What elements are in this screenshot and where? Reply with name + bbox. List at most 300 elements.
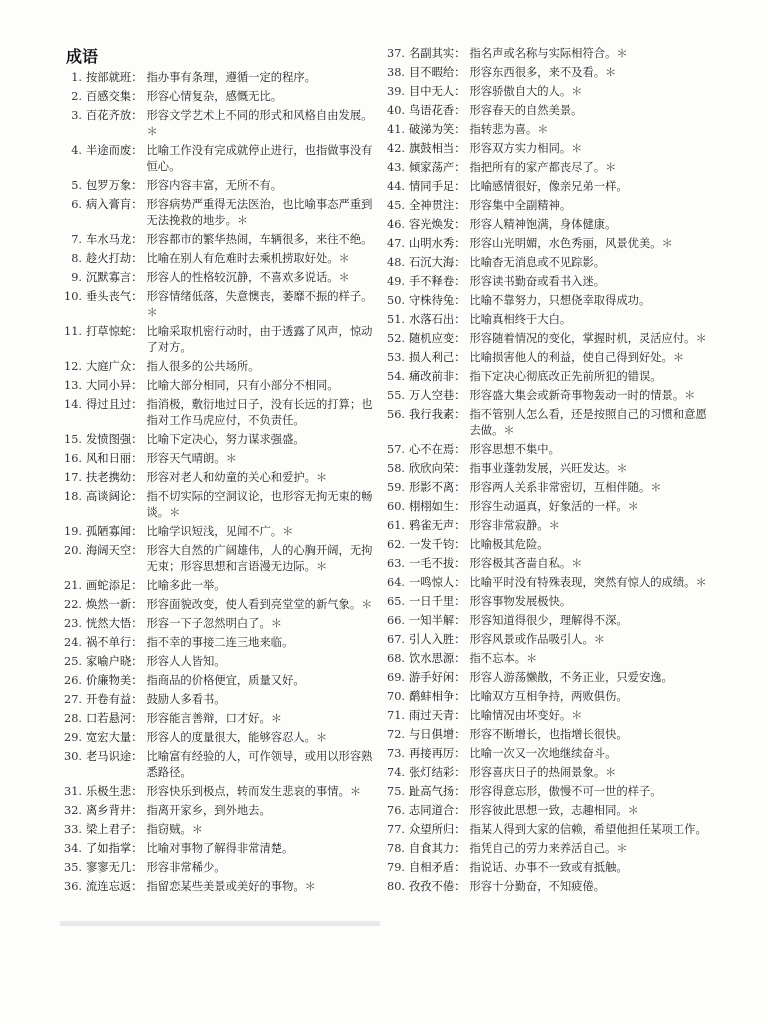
idiom-term: 再接再厉： xyxy=(409,747,466,760)
idiom-definition: 形容天气晴朗。＊ xyxy=(146,452,237,465)
idiom-entry xyxy=(60,70,378,86)
idiom-term: 万人空巷： xyxy=(409,389,466,402)
idiom-term: 高谈阔论： xyxy=(86,490,143,503)
idiom-term: 焕然一新： xyxy=(86,598,143,611)
idiom-term: 大同小异： xyxy=(86,379,143,392)
idiom-entry xyxy=(60,673,378,689)
entry-number: 63. xyxy=(387,557,405,570)
idiom-term: 乐极生悲： xyxy=(86,785,143,798)
entry-number: 40. xyxy=(387,104,405,117)
entry-number: 55. xyxy=(387,389,405,402)
idiom-entry xyxy=(384,388,710,404)
idiom-definition: 形容极其吝啬自私。＊ xyxy=(469,557,583,570)
idiom-entry xyxy=(384,613,710,629)
idiom-term: 张灯结彩： xyxy=(409,766,466,779)
idiom-entry xyxy=(384,746,710,762)
idiom-definition: 比喻感情很好，像亲兄弟一样。 xyxy=(469,180,628,193)
idiom-term: 包罗万象： xyxy=(86,179,143,192)
idiom-definition: 指事业蓬勃发展，兴旺发达。＊ xyxy=(469,462,628,475)
idiom-term: 旗鼓相当： xyxy=(409,142,466,155)
idiom-entry xyxy=(60,143,378,175)
idiom-term: 引人入胜： xyxy=(409,633,466,646)
idiom-definition: 指窃贼。＊ xyxy=(146,823,203,836)
entry-number: 43. xyxy=(387,161,405,174)
entry-number: 13. xyxy=(64,379,82,392)
idiom-definition: 形容知道得很少，理解得不深。 xyxy=(469,614,628,627)
idiom-entry xyxy=(60,108,378,140)
idiom-definition: 形容喜庆日子的热闹景象。＊ xyxy=(469,766,617,779)
idiom-entry xyxy=(384,822,710,838)
entry-number: 58. xyxy=(387,462,405,475)
idiom-entry xyxy=(384,537,710,553)
idiom-definition: 形容人的度量很大，能够容忍人。＊ xyxy=(146,731,328,744)
idiom-term: 情同手足： xyxy=(409,180,466,193)
idiom-term: 扶老携幼： xyxy=(86,471,143,484)
idiom-entry xyxy=(60,470,378,486)
entry-number: 78. xyxy=(387,842,405,855)
idiom-entry xyxy=(384,879,710,895)
idiom-entry xyxy=(60,378,378,394)
idiom-definition: 指办事有条理，遵循一定的程序。 xyxy=(146,71,316,84)
idiom-entry xyxy=(384,556,710,572)
idiom-entry xyxy=(60,749,378,781)
idiom-entry xyxy=(384,651,710,667)
idiom-term: 半途而废： xyxy=(86,144,143,157)
idiom-definition: 比喻损害他人的利益，使自己得到好处。＊ xyxy=(469,351,685,364)
idiom-entry xyxy=(60,289,378,321)
idiom-entry xyxy=(60,197,378,229)
idiom-entry xyxy=(384,255,710,271)
entry-number: 24. xyxy=(64,636,82,649)
idiom-term: 守株待兔： xyxy=(409,294,466,307)
idiom-definition: 形容两人关系非常密切，互相伴随。＊ xyxy=(469,481,662,494)
idiom-term: 欣欣向荣： xyxy=(409,462,466,475)
idiom-term: 随机应变： xyxy=(409,332,466,345)
idiom-definition: 比喻多此一举。 xyxy=(146,579,226,592)
entry-number: 68. xyxy=(387,652,405,665)
entry-number: 6. xyxy=(71,198,82,211)
idiom-term: 一毛不拔： xyxy=(409,557,466,570)
entry-number: 66. xyxy=(387,614,405,627)
idiom-term: 一鸣惊人： xyxy=(409,576,466,589)
idiom-definition: 指商品的价格便宜，质量又好。 xyxy=(146,674,305,687)
idiom-entry xyxy=(384,632,710,648)
idiom-definition: 形容快乐到极点，转而发生悲哀的事情。＊ xyxy=(146,785,362,798)
idiom-entry xyxy=(60,451,378,467)
idiom-definition: 形容病势严重得无法医治，也比喻事态严重到无法挽救的地步。＊ xyxy=(146,198,373,227)
entry-number: 19. xyxy=(64,525,82,538)
idiom-entry xyxy=(384,784,710,800)
entry-number: 9. xyxy=(71,271,82,284)
entry-number: 5. xyxy=(71,179,82,192)
idiom-definition: 指离开家乡，到外地去。 xyxy=(146,804,271,817)
idiom-definition: 比喻真相终于大白。 xyxy=(469,313,572,326)
idiom-definition: 形容读书勤奋或看书入迷。 xyxy=(469,275,606,288)
idiom-definition: 形容面貌改变，使人看到亮堂堂的新气象。＊ xyxy=(146,598,373,611)
entry-number: 41. xyxy=(387,123,405,136)
idiom-definition: 指某人得到大家的信赖，希望他担任某项工作。 xyxy=(469,823,707,836)
idiom-term: 我行我素： xyxy=(409,408,466,421)
idiom-definition: 比喻富有经验的人，可作领导，或用以形容熟悉路径。 xyxy=(146,750,373,779)
idiom-term: 开卷有益： xyxy=(86,693,143,706)
idiom-definition: 形容生动逼真，好象活的一样。＊ xyxy=(469,500,639,513)
idiom-entry xyxy=(384,841,710,857)
idiom-definition: 形容文学艺术上不同的形式和风格自由发展。＊ xyxy=(146,109,373,138)
idiom-entry xyxy=(60,178,378,194)
idiom-entry xyxy=(384,46,710,62)
idiom-definition: 形容都市的繁华热闹，车辆很多，来往不绝。 xyxy=(146,233,373,246)
idiom-definition: 指不忘本。＊ xyxy=(469,652,538,665)
idiom-definition: 形容双方实力相同。＊ xyxy=(469,142,583,155)
entry-number: 36. xyxy=(64,880,82,893)
entry-number: 76. xyxy=(387,804,405,817)
entry-number: 75. xyxy=(387,785,405,798)
idiom-term: 损人利己： xyxy=(409,351,466,364)
idiom-entry xyxy=(60,635,378,651)
idiom-term: 病入膏肓： xyxy=(86,198,143,211)
idiom-term: 孜孜不倦： xyxy=(409,880,466,893)
idiom-term: 孤陋寡闻： xyxy=(86,525,143,538)
idiom-definition: 指把所有的家产都丧尽了。＊ xyxy=(469,161,617,174)
idiom-entry xyxy=(384,670,710,686)
idiom-definition: 指不幸的事接二连三地来临。 xyxy=(146,636,294,649)
entry-number: 23. xyxy=(64,617,82,630)
entry-number: 1. xyxy=(71,71,82,84)
entry-number: 44. xyxy=(387,180,405,193)
idiom-definition: 比喻极其危险。 xyxy=(469,538,549,551)
idiom-entry xyxy=(60,324,378,356)
scan-shadow xyxy=(60,921,380,926)
idiom-definition: 形容对老人和幼童的关心和爱护。＊ xyxy=(146,471,328,484)
idiom-entry xyxy=(384,198,710,214)
idiom-definition: 形容山光明媚，水色秀丽，风景优美。＊ xyxy=(469,237,673,250)
entry-number: 72. xyxy=(387,728,405,741)
idiom-definition: 形容风景或作品吸引人。＊ xyxy=(469,633,606,646)
idiom-entry xyxy=(60,432,378,448)
idiom-definition: 比喻双方互相争持，两败俱伤。 xyxy=(469,690,628,703)
entry-number: 12. xyxy=(64,360,82,373)
idiom-entry xyxy=(384,293,710,309)
idiom-term: 全神贯注： xyxy=(409,199,466,212)
entry-number: 53. xyxy=(387,351,405,364)
idiom-definition: 比喻在别人有危难时去乘机捞取好处。＊ xyxy=(146,252,350,265)
entry-number: 18. xyxy=(64,490,82,503)
entry-number: 27. xyxy=(64,693,82,706)
entry-number: 17. xyxy=(64,471,82,484)
idiom-term: 山明水秀： xyxy=(409,237,466,250)
idiom-term: 价廉物美： xyxy=(86,674,143,687)
idiom-definition: 比喻工作没有完成就停止进行，也指做事没有恒心。 xyxy=(146,144,373,173)
idiom-entry xyxy=(60,232,378,248)
idiom-term: 发愤图强： xyxy=(86,433,143,446)
entry-number: 65. xyxy=(387,595,405,608)
idiom-entry xyxy=(384,122,710,138)
idiom-term: 众望所归： xyxy=(409,823,466,836)
entry-number: 10. xyxy=(64,290,82,303)
idiom-definition: 形容事物发展极快。 xyxy=(469,595,572,608)
idiom-entry xyxy=(60,841,378,857)
entry-number: 4. xyxy=(71,144,82,157)
idiom-entry xyxy=(384,575,710,591)
idiom-definition: 形容情绪低落，失意懊丧，萎靡不振的样子。＊ xyxy=(146,290,373,319)
idiom-term: 破涕为笑： xyxy=(409,123,466,136)
idiom-entry xyxy=(384,217,710,233)
idiom-term: 离乡背井： xyxy=(86,804,143,817)
entry-number: 33. xyxy=(64,823,82,836)
idiom-entry xyxy=(384,141,710,157)
idiom-term: 了如指掌： xyxy=(86,842,143,855)
idiom-definition: 形容东西很多，来不及看。＊ xyxy=(469,66,617,79)
entry-number: 15. xyxy=(64,433,82,446)
idiom-term: 一日千里： xyxy=(409,595,466,608)
entry-number: 26. xyxy=(64,674,82,687)
idiom-term: 容光焕发： xyxy=(409,218,466,231)
idiom-entry xyxy=(384,803,710,819)
entry-number: 37. xyxy=(387,47,405,60)
idiom-entry xyxy=(60,251,378,267)
idiom-entry xyxy=(60,489,378,521)
idiom-entry xyxy=(384,350,710,366)
idiom-entry xyxy=(384,369,710,385)
entry-number: 14. xyxy=(64,398,82,411)
idiom-entry xyxy=(384,84,710,100)
idiom-entry xyxy=(60,524,378,540)
entry-number: 52. xyxy=(387,332,405,345)
idiom-term: 垂头丧气： xyxy=(86,290,143,303)
idiom-term: 游手好闲： xyxy=(409,671,466,684)
idiom-entry xyxy=(384,518,710,534)
entry-number: 67. xyxy=(387,633,405,646)
idiom-term: 目不暇给： xyxy=(409,66,466,79)
entry-number: 8. xyxy=(71,252,82,265)
idiom-definition: 形容骄傲自大的人。＊ xyxy=(469,85,583,98)
idiom-term: 大庭广众： xyxy=(86,360,143,373)
idiom-entry xyxy=(384,499,710,515)
idiom-term: 自相矛盾： xyxy=(409,861,466,874)
entry-number: 29. xyxy=(64,731,82,744)
idiom-definition: 比喻平时没有特殊表现，突然有惊人的成绩。＊ xyxy=(469,576,707,589)
entry-number: 74. xyxy=(387,766,405,779)
idiom-definition: 鼓励人多看书。 xyxy=(146,693,226,706)
idiom-definition: 指留恋某些美景或美好的事物。＊ xyxy=(146,880,316,893)
idiom-definition: 比喻采取机密行动时，由于透露了风声，惊动了对方。 xyxy=(146,325,373,354)
idiom-entry xyxy=(60,654,378,670)
idiom-entry xyxy=(60,822,378,838)
entry-number: 50. xyxy=(387,294,405,307)
idiom-term: 百花齐放： xyxy=(86,109,143,122)
idiom-definition: 形容春天的自然美景。 xyxy=(469,104,583,117)
idiom-entry xyxy=(384,236,710,252)
idiom-definition: 形容人人皆知。 xyxy=(146,655,226,668)
idiom-entry xyxy=(60,270,378,286)
idiom-entry xyxy=(384,160,710,176)
idiom-definition: 形容非常寂静。＊ xyxy=(469,519,560,532)
idiom-entry xyxy=(60,89,378,105)
idiom-definition: 形容人的性格较沉静，不喜欢多说话。＊ xyxy=(146,271,350,284)
entry-number: 60. xyxy=(387,500,405,513)
entry-number: 71. xyxy=(387,709,405,722)
entry-number: 79. xyxy=(387,861,405,874)
entry-number: 73. xyxy=(387,747,405,760)
idiom-definition: 指转悲为喜。＊ xyxy=(469,123,549,136)
idiom-definition: 指人很多的公共场所。 xyxy=(146,360,260,373)
entry-number: 21. xyxy=(64,579,82,592)
idiom-term: 口若悬河： xyxy=(86,712,143,725)
idiom-entry xyxy=(60,860,378,876)
idiom-term: 鹬蚌相争： xyxy=(409,690,466,703)
idiom-entry xyxy=(60,879,378,895)
idiom-entry xyxy=(384,765,710,781)
entry-number: 30. xyxy=(64,750,82,763)
entry-number: 47. xyxy=(387,237,405,250)
entry-number: 59. xyxy=(387,481,405,494)
idiom-entry xyxy=(384,860,710,876)
idiom-definition: 形容一下子忽然明白了。＊ xyxy=(146,617,283,630)
idiom-definition: 形容不断增长，也指增长很快。 xyxy=(469,728,628,741)
idiom-entry xyxy=(60,784,378,800)
entry-number: 32. xyxy=(64,804,82,817)
idiom-entry xyxy=(60,803,378,819)
idiom-definition: 比喻下定决心，努力谋求强盛。 xyxy=(146,433,305,446)
idiom-term: 鸦雀无声： xyxy=(409,519,466,532)
idiom-entry xyxy=(60,543,378,575)
idiom-entry xyxy=(60,397,378,429)
idiom-definition: 形容得意忘形，傲慢不可一世的样子。 xyxy=(469,785,662,798)
idiom-definition: 形容思想不集中。 xyxy=(469,443,560,456)
idiom-term: 与日俱增： xyxy=(409,728,466,741)
entry-number: 70. xyxy=(387,690,405,703)
idiom-definition: 形容盛大集会或新奇事物轰动一时的情景。＊ xyxy=(469,389,696,402)
idiom-term: 老马识途： xyxy=(86,750,143,763)
entry-number: 49. xyxy=(387,275,405,288)
idiom-definition: 指不管别人怎么看，还是按照自己的习惯和意愿去做。＊ xyxy=(469,408,707,437)
idiom-term: 栩栩如生： xyxy=(409,500,466,513)
entry-number: 39. xyxy=(387,85,405,98)
idiom-definition: 比喻杳无消息或不见踪影。 xyxy=(469,256,606,269)
idiom-definition: 比喻情况由坏变好。＊ xyxy=(469,709,583,722)
entry-number: 35. xyxy=(64,861,82,874)
entry-number: 56. xyxy=(387,408,405,421)
entry-number: 64. xyxy=(387,576,405,589)
idiom-definition: 比喻大部分相同，只有小部分不相同。 xyxy=(146,379,339,392)
entry-number: 61. xyxy=(387,519,405,532)
entry-number: 2. xyxy=(71,90,82,103)
entry-number: 45. xyxy=(387,199,405,212)
idiom-entry xyxy=(384,179,710,195)
idiom-term: 宽宏大量： xyxy=(86,731,143,744)
idiom-term: 目中无人： xyxy=(409,85,466,98)
idiom-definition: 形容人游荡懒散，不务正业，只爱安逸。 xyxy=(469,671,673,684)
idiom-term: 车水马龙： xyxy=(86,233,143,246)
entry-number: 80. xyxy=(387,880,405,893)
idiom-definition: 指说话、办事不一致或有抵触。 xyxy=(469,861,628,874)
idiom-entry xyxy=(384,442,710,458)
idiom-term: 手不释卷： xyxy=(409,275,466,288)
idiom-term: 痛改前非： xyxy=(409,370,466,383)
idiom-term: 百感交集： xyxy=(86,90,143,103)
idiom-definition: 指名声或名称与实际相符合。＊ xyxy=(469,47,628,60)
idiom-term: 打草惊蛇： xyxy=(86,325,143,338)
entry-number: 54. xyxy=(387,370,405,383)
idiom-entry xyxy=(384,480,710,496)
idiom-entry xyxy=(60,597,378,613)
idiom-term: 自食其力： xyxy=(409,842,466,855)
idiom-definition: 指下定决心彻底改正先前所犯的错误。 xyxy=(469,370,662,383)
idiom-term: 寥寥无几： xyxy=(86,861,143,874)
idiom-term: 鸟语花香： xyxy=(409,104,466,117)
idiom-term: 得过且过： xyxy=(86,398,143,411)
idiom-definition: 形容人精神饱满，身体健康。 xyxy=(469,218,617,231)
idiom-entry xyxy=(384,594,710,610)
idiom-definition: 指消极，敷衍地过日子，没有长远的打算；也指对工作马虎应付，不负责任。 xyxy=(146,398,373,427)
idiom-definition: 比喻一次又一次地继续奋斗。 xyxy=(469,747,617,760)
idiom-term: 倾家荡产： xyxy=(409,161,466,174)
entry-number: 38. xyxy=(387,66,405,79)
entry-number: 46. xyxy=(387,218,405,231)
idiom-definition: 形容能言善辩，口才好。＊ xyxy=(146,712,283,725)
idiom-definition: 形容内容丰富，无所不有。 xyxy=(146,179,283,192)
entry-number: 11. xyxy=(64,325,82,338)
idiom-term: 心不在焉： xyxy=(409,443,466,456)
idiom-term: 志同道合： xyxy=(409,804,466,817)
idiom-term: 梁上君子： xyxy=(86,823,143,836)
idiom-definition: 形容彼此思想一致，志趣相同。＊ xyxy=(469,804,639,817)
idiom-definition: 比喻学识短浅，见闻不广。＊ xyxy=(146,525,294,538)
entry-number: 57. xyxy=(387,443,405,456)
idiom-entry xyxy=(60,711,378,727)
idiom-term: 画蛇添足： xyxy=(86,579,143,592)
idiom-entry xyxy=(60,359,378,375)
idiom-definition: 形容心情复杂，感慨无比。 xyxy=(146,90,283,103)
entry-number: 62. xyxy=(387,538,405,551)
idiom-term: 恍然大悟： xyxy=(86,617,143,630)
idiom-term: 一知半解： xyxy=(409,614,466,627)
idiom-term: 沉默寡言： xyxy=(86,271,143,284)
right-column xyxy=(384,46,710,898)
entry-number: 48. xyxy=(387,256,405,269)
idiom-term: 趁火打劫： xyxy=(86,252,143,265)
idiom-term: 风和日丽： xyxy=(86,452,143,465)
idiom-entry xyxy=(384,461,710,477)
idiom-entry xyxy=(384,103,710,119)
idiom-term: 形影不离： xyxy=(409,481,466,494)
entry-number: 20. xyxy=(64,544,82,557)
idiom-definition: 形容集中全副精神。 xyxy=(469,199,572,212)
entry-number: 69. xyxy=(387,671,405,684)
entry-number: 22. xyxy=(64,598,82,611)
idiom-term: 水落石出： xyxy=(409,313,466,326)
section-heading: 成语 xyxy=(66,47,99,66)
entry-number: 34. xyxy=(64,842,82,855)
idiom-definition: 指凭自己的劳力来养活自己。＊ xyxy=(469,842,628,855)
idiom-term: 流连忘返： xyxy=(86,880,143,893)
entry-number: 3. xyxy=(71,109,82,122)
idiom-definition: 形容非常稀少。 xyxy=(146,861,226,874)
entry-number: 51. xyxy=(387,313,405,326)
idiom-term: 雨过天青： xyxy=(409,709,466,722)
idiom-definition: 比喻不靠努力，只想侥幸取得成功。 xyxy=(469,294,651,307)
idiom-term: 趾高气扬： xyxy=(409,785,466,798)
idiom-entry xyxy=(384,274,710,290)
idiom-entry xyxy=(384,727,710,743)
entry-number: 77. xyxy=(387,823,405,836)
idiom-entry xyxy=(60,578,378,594)
idiom-term: 按部就班： xyxy=(86,71,143,84)
entry-number: 16. xyxy=(64,452,82,465)
left-column xyxy=(60,70,378,898)
entry-number: 28. xyxy=(64,712,82,725)
idiom-definition: 形容大自然的广阔雄伟，人的心胸开阔，无拘无束；形容思想和言语漫无边际。＊ xyxy=(146,544,373,573)
